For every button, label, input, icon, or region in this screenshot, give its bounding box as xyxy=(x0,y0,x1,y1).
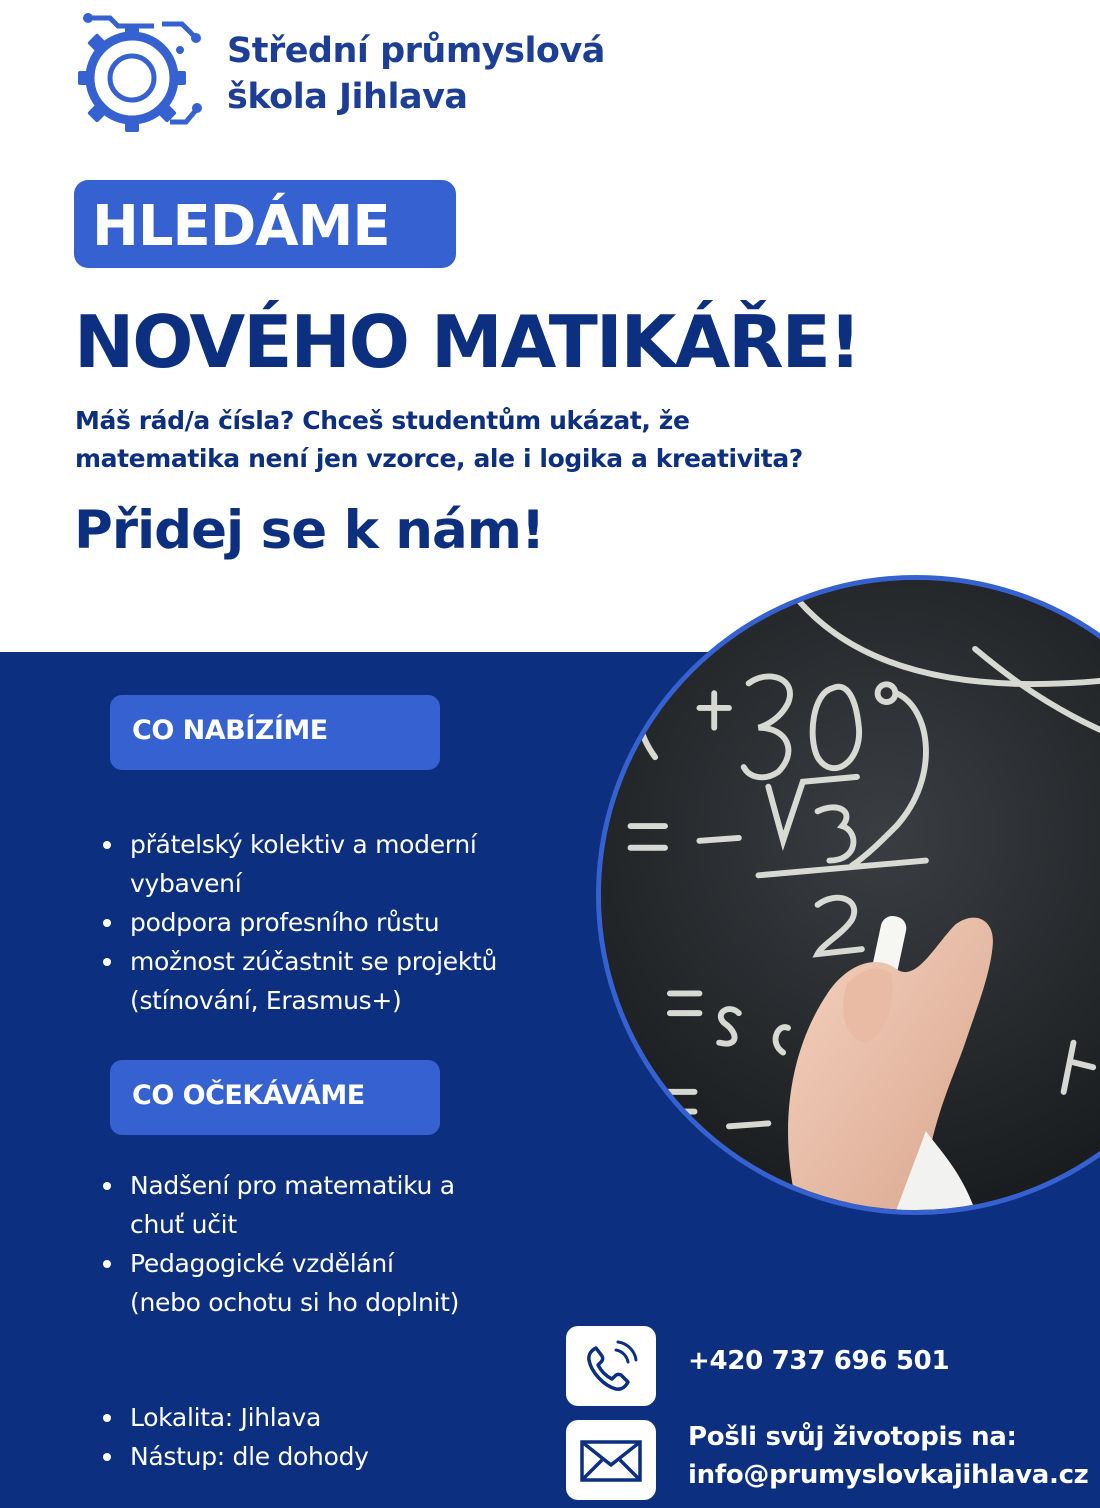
list-item-line: přátelský kolektiv a moderní xyxy=(130,830,477,859)
mail-icon-box xyxy=(566,1420,656,1500)
list-item-line: Nadšení pro matematiku a xyxy=(130,1171,455,1200)
school-name-line1: Střední průmyslová xyxy=(227,31,605,71)
envelope-icon xyxy=(566,1420,656,1500)
location-text: Lokalita: Jihlava xyxy=(130,1403,321,1432)
phone-number[interactable]: +420 737 696 501 xyxy=(688,1346,950,1376)
list-item-line: podpora profesního růstu xyxy=(130,908,440,937)
intro-line1: Máš rád/a čísla? Chceš studentům ukázat, že xyxy=(75,406,690,435)
list-item-line: (nebo ochotu si ho doplnit) xyxy=(130,1288,460,1317)
list-item xyxy=(100,1244,459,1322)
school-name-line2: škola Jihlava xyxy=(227,77,468,117)
headline: NOVÉHO MATIKÁŘE! xyxy=(74,300,860,384)
list-item-line: (stínování, Erasmus+) xyxy=(130,986,402,1015)
list-item-line: možnost zúčastnit se projektů xyxy=(130,947,498,976)
list-item xyxy=(100,1398,369,1437)
expect-section-title xyxy=(110,1060,440,1135)
offer-list xyxy=(100,825,497,1020)
list-item xyxy=(100,825,497,903)
phone-icon-box xyxy=(566,1326,656,1406)
info-list xyxy=(100,1398,369,1476)
phone-icon xyxy=(566,1326,656,1406)
list-item xyxy=(100,942,497,1020)
school-name xyxy=(227,28,605,120)
gear-logo-icon xyxy=(70,10,202,136)
hledame-badge xyxy=(74,180,456,268)
list-item xyxy=(100,1166,459,1244)
start-date-text: Nástup: dle dohody xyxy=(130,1442,369,1471)
call-to-action: Přidej se k nám! xyxy=(74,500,545,561)
school-logo xyxy=(70,10,202,136)
list-item-line: vybavení xyxy=(130,869,242,898)
expect-list xyxy=(100,1166,459,1322)
cv-instruction: Pošli svůj životopis na: xyxy=(688,1422,1017,1452)
offer-section-title xyxy=(110,695,440,770)
intro-line2: matematika není jen vzorce, ale i logika a kreativita? xyxy=(75,444,803,473)
expect-title-label: CO OČEKÁVÁME xyxy=(132,1080,365,1111)
list-item xyxy=(100,1437,369,1476)
intro-text xyxy=(75,402,803,478)
offer-title-label: CO NABÍZÍME xyxy=(132,715,328,746)
email-link[interactable]: info@prumyslovkajihlava.cz xyxy=(688,1460,1089,1490)
list-item-line: Pedagogické vzdělání xyxy=(130,1249,394,1278)
list-item-line: chuť učit xyxy=(130,1210,237,1239)
list-item xyxy=(100,903,497,942)
hledame-badge-label: HLEDÁME xyxy=(92,194,390,259)
